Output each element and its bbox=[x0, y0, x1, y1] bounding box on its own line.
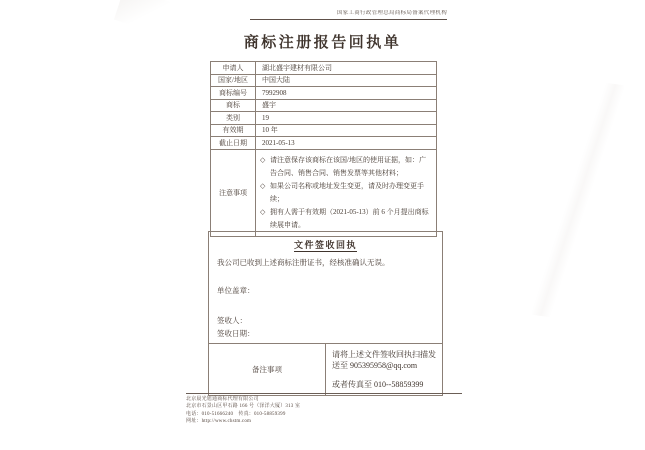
agency-registration-note: 国家工商行政管理总局商标局备案代理机构 bbox=[250, 10, 447, 20]
table-row-country bbox=[211, 74, 437, 87]
footer-website: 网址：http://www.chstm.com bbox=[186, 418, 252, 424]
row-value: 盛宇 bbox=[256, 99, 437, 112]
row-label: 类别 bbox=[211, 112, 256, 125]
row-value: 10 年 bbox=[256, 124, 437, 137]
row-label: 商标 bbox=[211, 99, 256, 112]
receipt-confirmation-text: 我公司已收到上述商标注册证书，经核准确认无误。 bbox=[217, 258, 390, 267]
row-value: 7992908 bbox=[256, 87, 437, 100]
agency-footer bbox=[186, 393, 462, 425]
table-row-notes bbox=[211, 149, 437, 236]
row-value: 2021-05-13 bbox=[256, 137, 437, 150]
receipt-section-title bbox=[217, 238, 434, 251]
table-row-applicant bbox=[211, 62, 437, 75]
row-label: 国家/地区 bbox=[211, 74, 256, 87]
row-label: 注意事项 bbox=[211, 149, 256, 236]
remark-label: 备注事项 bbox=[209, 344, 326, 396]
row-label: 截止日期 bbox=[211, 137, 256, 150]
footer-company-name: 北京晨光旭通商标代理有限公司 bbox=[186, 397, 259, 402]
scan-crease-artifact bbox=[114, 0, 172, 35]
table-row-validity bbox=[211, 124, 437, 137]
receipt-body-row bbox=[209, 232, 443, 344]
row-value: 湖北盛宇建材有限公司 bbox=[256, 62, 437, 75]
receipt-title-text: 文件签收回执 bbox=[293, 240, 357, 250]
notes-cell bbox=[256, 149, 437, 236]
table-row-class bbox=[211, 112, 437, 125]
remark-cell bbox=[326, 344, 443, 396]
remark-row bbox=[209, 344, 443, 396]
footer-address: 北京市石景山区甲石路 166 号（泽洋大厦）313 室 bbox=[186, 404, 301, 410]
signer-label: 签收人： bbox=[217, 316, 247, 325]
note-item bbox=[260, 206, 431, 232]
sign-date-label: 签收日期： bbox=[217, 329, 255, 338]
row-value: 中国大陆 bbox=[256, 74, 437, 87]
receipt-table bbox=[208, 231, 443, 396]
note-text: 如果公司名称或地址发生变更，请及时办理变更手续； bbox=[270, 181, 424, 203]
row-label: 商标编号 bbox=[211, 87, 256, 100]
row-value: 19 bbox=[256, 112, 437, 125]
footer-phone-fax: 电话：010-51666240 传真：010-58859399 bbox=[186, 411, 286, 417]
row-label: 有效期 bbox=[211, 124, 256, 137]
trademark-info-table bbox=[210, 61, 437, 237]
company-seal-label: 单位盖章： bbox=[217, 286, 255, 295]
page-title: 商标注册报告回执单 bbox=[243, 35, 402, 51]
note-item bbox=[260, 180, 431, 206]
diamond-bullet-icon: ◇ bbox=[260, 207, 266, 216]
note-text: 拥有人需于有效期（2021-05-13）前 6 个月提出商标续展申请。 bbox=[270, 207, 429, 229]
note-text: 请注意保存该商标在该国/地区的使用证据，如：广告合同、销售合同、销售发票等其他材料； bbox=[270, 155, 426, 177]
scan-crease-artifact bbox=[532, 77, 625, 323]
row-label: 申请人 bbox=[211, 62, 256, 75]
table-row-trademark-number bbox=[211, 87, 437, 100]
remark-fax-instruction: 或者传真至 010--58859399 bbox=[332, 380, 424, 389]
table-row-expiry-date bbox=[211, 137, 437, 150]
receipt-body-cell bbox=[209, 232, 443, 344]
diamond-bullet-icon: ◇ bbox=[260, 155, 266, 164]
diamond-bullet-icon: ◇ bbox=[260, 181, 266, 190]
table-row-trademark bbox=[211, 99, 437, 112]
remark-scan-instruction: 请将上述文件签收回执扫描发送至 905395958@qq.com bbox=[332, 350, 436, 370]
note-item bbox=[260, 154, 431, 180]
